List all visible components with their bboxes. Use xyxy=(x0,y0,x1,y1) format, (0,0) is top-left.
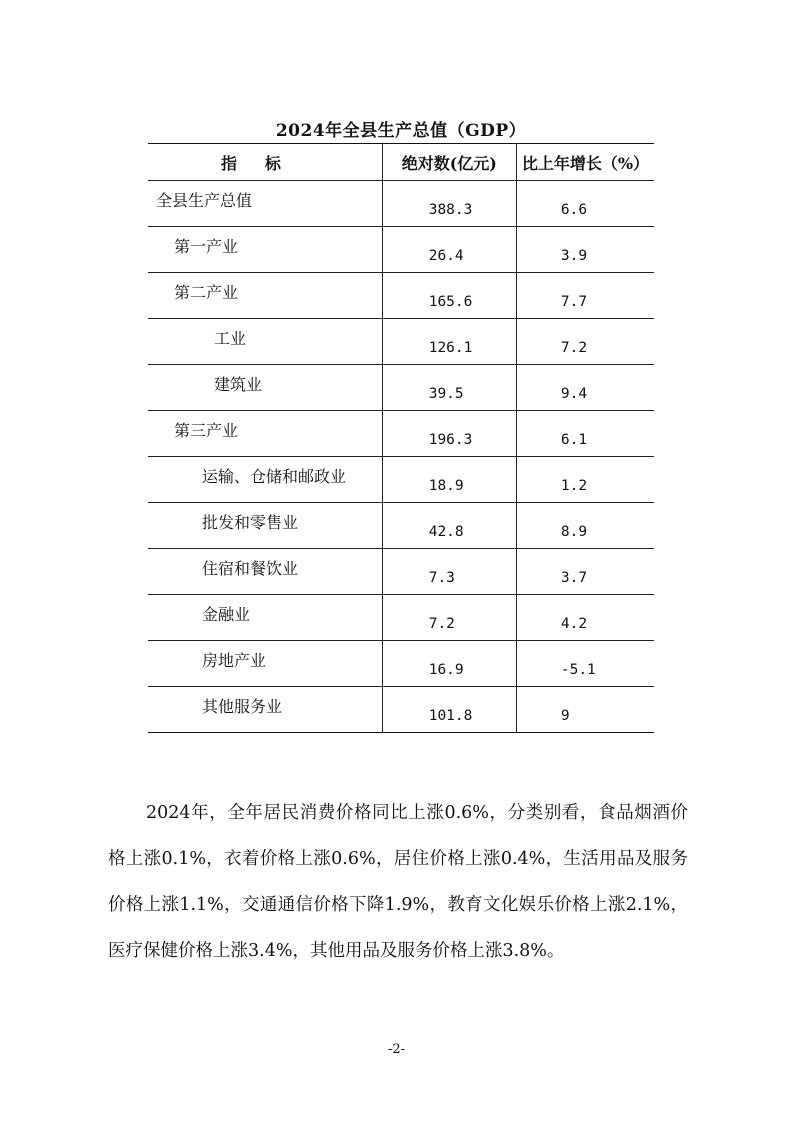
row-value-text: 196.3 xyxy=(428,431,473,448)
table-row xyxy=(148,457,654,503)
row-value-text: 39.5 xyxy=(428,385,464,402)
table-row xyxy=(148,365,654,411)
row-growth-text: 1.2 xyxy=(560,477,588,494)
row-growth-text: 3.7 xyxy=(560,569,588,586)
row-value xyxy=(382,549,516,595)
row-value-text: 42.8 xyxy=(428,523,464,540)
row-growth-text: 7.7 xyxy=(560,293,588,310)
row-label-text: 房地产业 xyxy=(202,651,267,670)
row-value-text: 7.2 xyxy=(428,615,455,632)
row-label-text: 工业 xyxy=(214,329,247,348)
row-growth-text: 4.2 xyxy=(560,615,588,632)
row-label xyxy=(148,595,382,641)
table-row xyxy=(148,319,654,365)
header-absolute-value: 绝对数(亿元) xyxy=(382,144,516,181)
row-growth xyxy=(516,503,654,549)
row-growth-text: 9.4 xyxy=(560,385,588,402)
row-value-text: 7.3 xyxy=(428,569,455,586)
row-label-text: 运输、仓储和邮政业 xyxy=(202,467,347,486)
row-growth xyxy=(516,595,654,641)
row-value xyxy=(382,457,516,503)
row-label xyxy=(148,181,382,227)
row-label-text: 全县生产总值 xyxy=(156,191,253,210)
row-value xyxy=(382,227,516,273)
row-growth-text: 6.1 xyxy=(560,431,588,448)
table-row xyxy=(148,595,654,641)
row-value-text: 18.9 xyxy=(428,477,464,494)
row-growth-text: 7.2 xyxy=(560,339,588,356)
page-number: -2- xyxy=(387,1042,406,1057)
row-value xyxy=(382,687,516,733)
table-row xyxy=(148,181,654,227)
row-value xyxy=(382,273,516,319)
row-label xyxy=(148,411,382,457)
row-growth-text: 9 xyxy=(560,707,570,724)
row-growth-text: 8.9 xyxy=(560,523,588,540)
header-indicator: 指标 xyxy=(148,144,382,181)
header-growth: 比上年增长（%） xyxy=(516,144,654,181)
row-value-text: 388.3 xyxy=(428,201,473,218)
row-growth xyxy=(516,273,654,319)
row-label xyxy=(148,503,382,549)
row-label-text: 批发和零售业 xyxy=(202,513,299,532)
row-label-text: 建筑业 xyxy=(214,375,263,394)
row-label-text: 第一产业 xyxy=(174,237,239,256)
row-growth xyxy=(516,687,654,733)
row-value xyxy=(382,319,516,365)
row-value xyxy=(382,365,516,411)
row-label xyxy=(148,687,382,733)
row-label-text: 其他服务业 xyxy=(202,697,283,716)
table-title: 2024年全县生产总值（GDP） xyxy=(275,121,527,141)
row-label xyxy=(148,227,382,273)
row-label xyxy=(148,641,382,687)
table-row xyxy=(148,411,654,457)
table-row xyxy=(148,641,654,687)
row-value-text: 26.4 xyxy=(428,247,464,264)
row-value-text: 101.8 xyxy=(428,707,473,724)
row-growth xyxy=(516,411,654,457)
row-growth xyxy=(516,641,654,687)
row-value xyxy=(382,595,516,641)
row-value xyxy=(382,181,516,227)
row-label-text: 住宿和餐饮业 xyxy=(202,559,299,578)
cpi-paragraph: 2024年，全年居民消费价格同比上涨0.6%，分类别看，食品烟酒价格上涨0.1%，衣着价格上涨0.6%，居住价格上涨0.4%，生活用品及服务价格上涨1.1%，交通通信价格下降1.9%，教育文化娱乐价格上涨2.1%，医疗保健价格上涨3.4%，其他用品及服务价格上涨3.8%。 xyxy=(108,803,688,961)
row-label-text: 金融业 xyxy=(202,605,251,624)
row-label-text: 第三产业 xyxy=(174,421,239,440)
row-growth xyxy=(516,457,654,503)
table-row xyxy=(148,273,654,319)
row-label-text: 第二产业 xyxy=(174,283,239,302)
table-row xyxy=(148,503,654,549)
row-growth xyxy=(516,181,654,227)
row-growth-text: 6.6 xyxy=(560,201,588,218)
table-header-row xyxy=(148,144,654,181)
table-row xyxy=(148,549,654,595)
row-label xyxy=(148,365,382,411)
row-label xyxy=(148,549,382,595)
row-growth-text: -5.1 xyxy=(560,661,596,678)
row-value-text: 165.6 xyxy=(428,293,473,310)
table-row xyxy=(148,227,654,273)
row-growth-text: 3.9 xyxy=(560,247,588,264)
row-value-text: 16.9 xyxy=(428,661,464,678)
table-row xyxy=(148,687,654,733)
row-value xyxy=(382,641,516,687)
row-value-text: 126.1 xyxy=(428,339,473,356)
row-growth xyxy=(516,227,654,273)
row-label xyxy=(148,319,382,365)
row-label xyxy=(148,273,382,319)
row-value xyxy=(382,503,516,549)
row-growth xyxy=(516,549,654,595)
gdp-table xyxy=(148,143,654,733)
row-growth xyxy=(516,365,654,411)
row-value xyxy=(382,411,516,457)
row-label xyxy=(148,457,382,503)
row-growth xyxy=(516,319,654,365)
